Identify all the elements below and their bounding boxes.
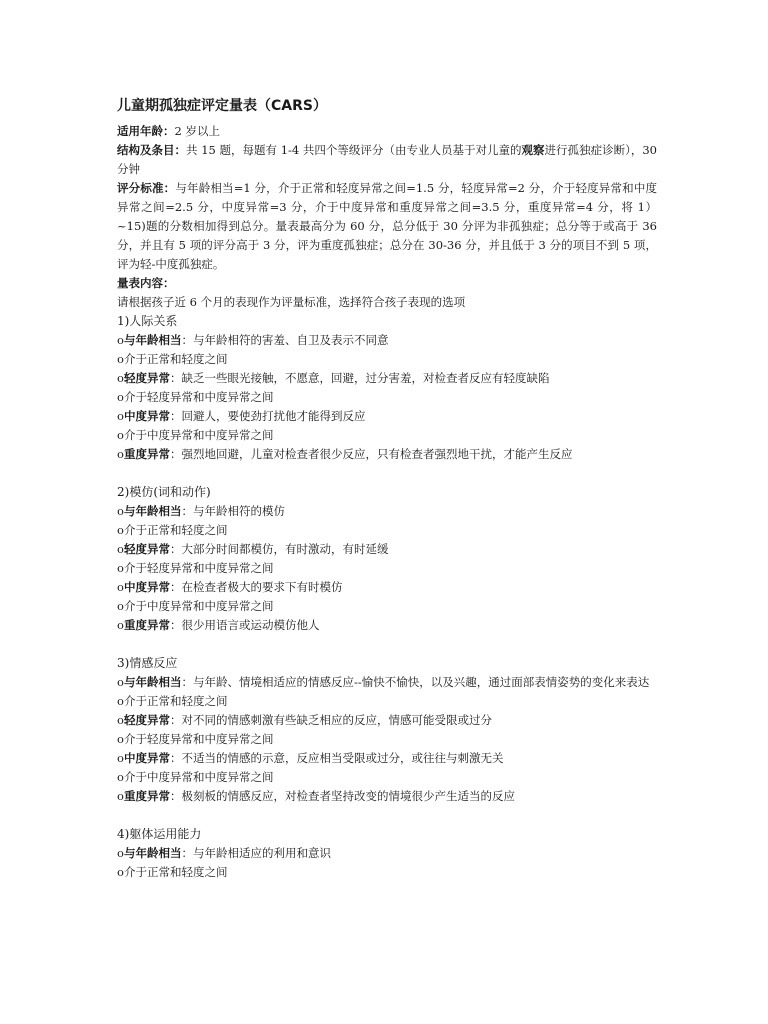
rating-option <box>117 749 657 768</box>
option-text: 介于轻度异常和中度异常之间 <box>124 732 274 746</box>
bullet-marker: o <box>117 599 124 613</box>
bullet-marker: o <box>117 504 124 518</box>
option-text: ：大部分时间都模仿，有时激动，有时延缓 <box>170 542 389 556</box>
option-text: 介于轻度异常和中度异常之间 <box>124 390 274 404</box>
option-label: 轻度异常 <box>124 371 170 385</box>
section-title: 4)躯体运用能力 <box>117 827 202 841</box>
bullet-marker: o <box>117 428 124 442</box>
rating-option <box>117 711 657 730</box>
bullet-marker: o <box>117 580 124 594</box>
option-label: 与年龄相当 <box>124 333 182 347</box>
section-1 <box>117 312 657 464</box>
intro-block <box>117 122 657 312</box>
option-text: ：缺乏一些眼光接触，不愿意，回避，过分害羞，对检查者反应有轻度缺陷 <box>170 371 550 385</box>
option-text: 介于正常和轻度之间 <box>124 523 228 537</box>
bullet-marker: o <box>117 352 124 366</box>
option-text: 介于正常和轻度之间 <box>124 694 228 708</box>
rating-option <box>117 844 657 863</box>
bullet-marker: o <box>117 865 124 879</box>
rating-option <box>117 521 657 540</box>
bullet-marker: o <box>117 333 124 347</box>
rating-option <box>117 559 657 578</box>
option-text: ：在检查者极大的要求下有时模仿 <box>170 580 343 594</box>
option-text: 介于中度异常和中度异常之间 <box>124 770 274 784</box>
option-label: 轻度异常 <box>124 713 170 727</box>
option-text: ：回避人，要使劲打扰他才能得到反应 <box>170 409 366 423</box>
rating-option <box>117 350 657 369</box>
document-title: 儿童期孤独症评定量表（CARS） <box>117 98 327 114</box>
section-title: 2)模仿(词和动作) <box>117 485 211 499</box>
section-title: 1)人际关系 <box>117 314 178 328</box>
bullet-marker: o <box>117 846 124 860</box>
section-3 <box>117 654 657 806</box>
option-text: ：很少用语言或运动模仿他人 <box>170 618 320 632</box>
option-label: 轻度异常 <box>124 542 170 556</box>
bullet-marker: o <box>117 371 124 385</box>
option-text: 介于中度异常和中度异常之间 <box>124 428 274 442</box>
option-label: 与年龄相当 <box>124 504 182 518</box>
rating-option <box>117 597 657 616</box>
option-text: ：不适当的情感的示意，反应相当受限或过分，或往往与刺激无关 <box>170 751 504 765</box>
option-label: 与年龄相当 <box>124 846 182 860</box>
option-label: 中度异常 <box>124 751 170 765</box>
option-text: ：与年龄、情境相适应的情感反应--愉快不愉快，以及兴趣，通过面部表情姿势的变化来表达 <box>181 675 650 689</box>
section-4 <box>117 825 657 882</box>
bullet-marker: o <box>117 789 124 803</box>
option-label: 重度异常 <box>124 447 170 461</box>
rating-option <box>117 863 657 882</box>
option-text: ：与年龄相符的害羞、自卫及表示不同意 <box>181 333 389 347</box>
rating-option <box>117 616 657 635</box>
option-text: ：强烈地回避，儿童对检查者很少反应，只有检查者强烈地干扰，才能产生反应 <box>170 447 573 461</box>
rating-option <box>117 730 657 749</box>
bullet-marker: o <box>117 618 124 632</box>
option-label: 重度异常 <box>124 618 170 632</box>
rating-option <box>117 578 657 597</box>
bullet-marker: o <box>117 409 124 423</box>
option-label: 中度异常 <box>124 580 170 594</box>
bullet-marker: o <box>117 447 124 461</box>
rating-option <box>117 426 657 445</box>
option-label: 与年龄相当 <box>124 675 182 689</box>
section-title: 3)情感反应 <box>117 656 178 670</box>
rating-option <box>117 692 657 711</box>
bullet-marker: o <box>117 770 124 784</box>
option-text: ：与年龄相适应的利用和意识 <box>181 846 331 860</box>
rating-option <box>117 787 657 806</box>
rating-option <box>117 768 657 787</box>
option-label: 重度异常 <box>124 789 170 803</box>
rating-option <box>117 407 657 426</box>
bullet-marker: o <box>117 523 124 537</box>
bullet-marker: o <box>117 732 124 746</box>
bullet-marker: o <box>117 751 124 765</box>
rating-option <box>117 673 657 692</box>
rating-option <box>117 445 657 464</box>
option-label: 中度异常 <box>124 409 170 423</box>
rating-option <box>117 388 657 407</box>
option-text: ：极刻板的情感反应，对检查者坚持改变的情境很少产生适当的反应 <box>170 789 515 803</box>
rating-option <box>117 369 657 388</box>
rating-option <box>117 502 657 521</box>
option-text: 介于正常和轻度之间 <box>124 352 228 366</box>
option-text: 介于轻度异常和中度异常之间 <box>124 561 274 575</box>
document-page <box>117 96 657 882</box>
bullet-marker: o <box>117 713 124 727</box>
bullet-marker: o <box>117 694 124 708</box>
bullet-marker: o <box>117 561 124 575</box>
bullet-marker: o <box>117 675 124 689</box>
intro-scoring: 评分标准：与年龄相当=1 分，介于正常和轻度异常之间=1.5 分，轻度异常=2 分，介于轻度异常和中度异常之间=2.5 分，中度异常=3 分，介于中度异常和重度异常之间=3.5 分，重度异常=4 分，将 1）~15)题的分数相加得到总分。量表最高分为 60 分，总分低于 30 分评为非孤独症；总分等于或高于 36 分，并且有 5 项的评分高于 3 分，评为重度孤独症；总分在 30-36 分，并且低于 3 分的项目不到 5 项，评为轻-中度孤独症。 <box>117 181 657 271</box>
option-text: ：对不同的情感刺激有些缺乏相应的反应，情感可能受限或过分 <box>170 713 492 727</box>
instruction-text: 请根据孩子近 6 个月的表现作为评量标准，选择符合孩子表现的选项 <box>117 295 466 309</box>
option-text: 介于正常和轻度之间 <box>124 865 228 879</box>
option-text: 介于中度异常和中度异常之间 <box>124 599 274 613</box>
rating-option <box>117 540 657 559</box>
bullet-marker: o <box>117 542 124 556</box>
rating-option <box>117 331 657 350</box>
intro-content-label: 量表内容： <box>117 276 175 290</box>
option-text: ：与年龄相符的模仿 <box>181 504 285 518</box>
section-2 <box>117 483 657 635</box>
intro-structure: 结构及条目：共 15 题，每题有 1-4 共四个等级评分（由专业人员基于对儿童的观察进行孤独症诊断），30 分钟 <box>117 143 657 176</box>
sections-container <box>117 312 657 882</box>
intro-age: 适用年龄：2 岁以上 <box>117 124 220 138</box>
bullet-marker: o <box>117 390 124 404</box>
